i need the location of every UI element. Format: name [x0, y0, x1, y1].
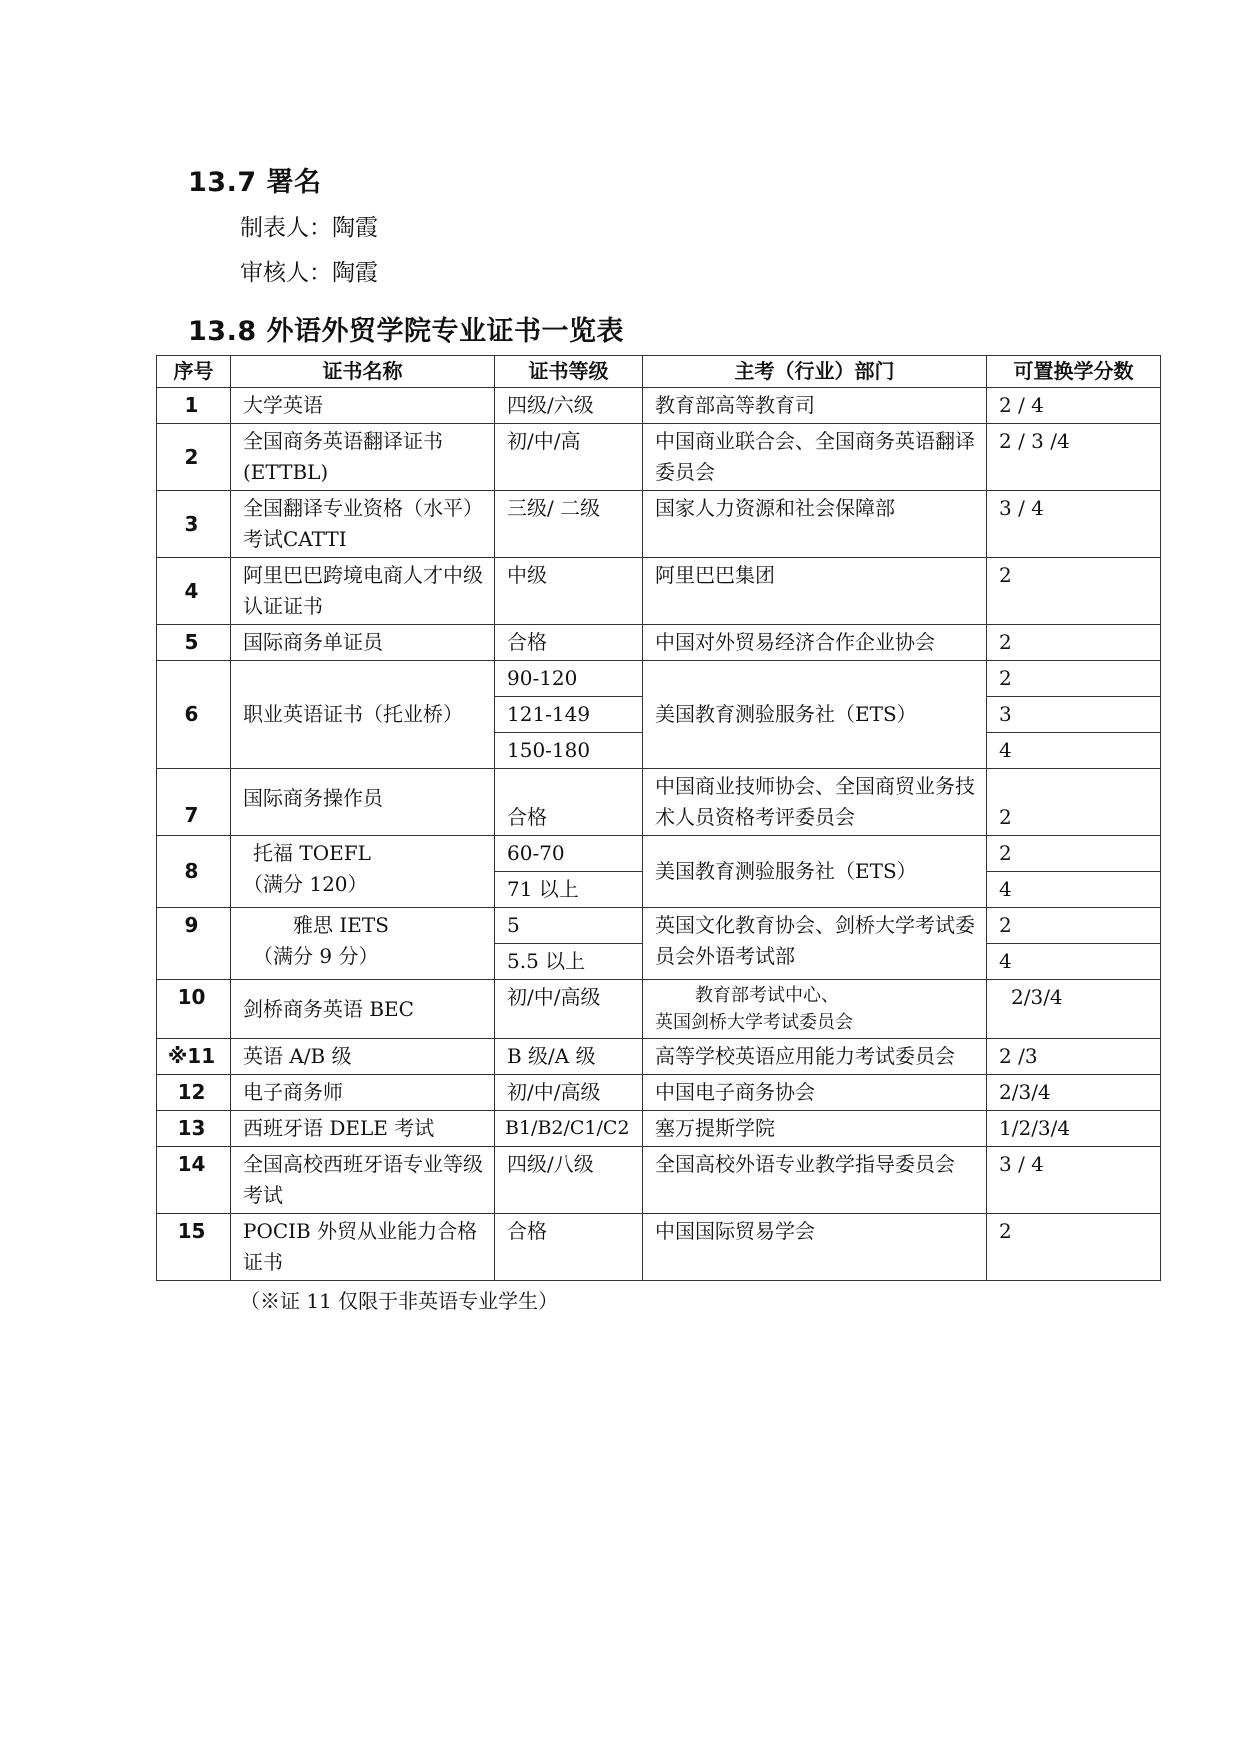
cert-credits: 2/3/4: [987, 980, 1161, 1039]
cert-credits: 4: [987, 872, 1161, 908]
row-no: 5: [157, 625, 231, 661]
cert-name: 电子商务师: [231, 1075, 495, 1111]
table-row: [157, 908, 1161, 944]
row-no: 9: [157, 908, 231, 980]
cert-level: 中级: [495, 558, 643, 625]
table-row: [157, 388, 1161, 424]
cert-name: 全国高校西班牙语专业等级考试: [231, 1147, 495, 1214]
cert-name: 英语 A/B 级: [231, 1039, 495, 1075]
cert-dept: 国家人力资源和社会保障部: [643, 491, 987, 558]
cert-level: B 级/A 级: [495, 1039, 643, 1075]
cert-credits: 3 / 4: [987, 491, 1161, 558]
cert-level: 90-120: [495, 661, 643, 697]
cert-level: 合格: [495, 769, 643, 836]
section-heading-signature: 13.7 署名: [188, 167, 322, 198]
cert-level: 121-149: [495, 697, 643, 733]
cert-name: 阿里巴巴跨境电商人才中级认证证书: [231, 558, 495, 625]
cert-dept: 中国国际贸易学会: [643, 1214, 987, 1281]
table-row: [157, 661, 1161, 697]
cert-level: 四级/六级: [495, 388, 643, 424]
cert-level: 5: [495, 908, 643, 944]
header-name: 证书名称: [231, 356, 495, 388]
cert-level: 5.5 以上: [495, 944, 643, 980]
cert-dept-line1: 教育部考试中心、: [695, 985, 839, 1006]
cert-credits: 2: [987, 661, 1161, 697]
table-header-row: [157, 356, 1161, 388]
cert-level: 合格: [495, 1214, 643, 1281]
cert-credits: 2: [987, 836, 1161, 872]
cert-name: 国际商务操作员: [231, 769, 495, 836]
table-row: [157, 1147, 1161, 1214]
cert-name: POCIB 外贸从业能力合格证书: [231, 1214, 495, 1281]
cert-dept: 英国文化教育协会、剑桥大学考试委员会外语考试部: [643, 908, 987, 980]
cert-credits: 3 / 4: [987, 1147, 1161, 1214]
cert-credits: 2: [987, 769, 1161, 836]
table-row: [157, 980, 1161, 1039]
table-row: [157, 424, 1161, 491]
cert-level: 150-180: [495, 733, 643, 769]
header-dept: 主考（行业）部门: [643, 356, 987, 388]
header-no: 序号: [157, 356, 231, 388]
cert-level: 四级/八级: [495, 1147, 643, 1214]
row-no: 2: [157, 424, 231, 491]
reviewed-by-line: 审核人：陶霞: [240, 260, 378, 286]
cert-level: 三级/ 二级: [495, 491, 643, 558]
cert-credits: 4: [987, 733, 1161, 769]
cert-dept: 中国商业联合会、全国商务英语翻译委员会: [643, 424, 987, 491]
cert-credits: 2: [987, 1214, 1161, 1281]
cert-name-sub: （满分 120）: [243, 872, 368, 896]
row-no: 6: [157, 661, 231, 769]
cert-name: 国际商务单证员: [231, 625, 495, 661]
cert-name: [231, 836, 495, 908]
cert-credits: 2: [987, 625, 1161, 661]
cert-level: 合格: [495, 625, 643, 661]
cert-level: 初/中/高: [495, 424, 643, 491]
table-row: [157, 769, 1161, 836]
cert-dept: 美国教育测验服务社（ETS）: [643, 836, 987, 908]
cert-dept: 中国商业技师协会、全国商贸业务技术人员资格考评委员会: [643, 769, 987, 836]
row-no: 15: [157, 1214, 231, 1281]
cert-dept: 美国教育测验服务社（ETS）: [643, 661, 987, 769]
row-no: 10: [157, 980, 231, 1039]
row-no: 13: [157, 1111, 231, 1147]
cert-level: 71 以上: [495, 872, 643, 908]
cert-credits: 2 /3: [987, 1039, 1161, 1075]
table-footnote: （※证 11 仅限于非英语专业学生）: [240, 1289, 559, 1313]
cert-name-main: 雅思 IETS: [293, 913, 389, 937]
table-row: [157, 1214, 1161, 1281]
certificate-table: [156, 355, 1161, 1281]
cert-dept: [643, 980, 987, 1039]
row-no: 8: [157, 836, 231, 908]
table-row: [157, 1111, 1161, 1147]
row-no: 14: [157, 1147, 231, 1214]
header-level: 证书等级: [495, 356, 643, 388]
made-by-line: 制表人：陶霞: [240, 215, 378, 241]
cert-dept-line2: 英国剑桥大学考试委员会: [655, 1012, 853, 1033]
cert-level: 初/中/高级: [495, 1075, 643, 1111]
cert-dept: 教育部高等教育司: [643, 388, 987, 424]
cert-level: B1/B2/C1/C2: [495, 1111, 643, 1147]
table-row: [157, 1075, 1161, 1111]
cert-name: [231, 908, 495, 980]
cert-credits: 2 / 4: [987, 388, 1161, 424]
row-no: 1: [157, 388, 231, 424]
table-row: [157, 836, 1161, 872]
table-row: [157, 625, 1161, 661]
cert-credits: 1/2/3/4: [987, 1111, 1161, 1147]
cert-dept: 全国高校外语专业教学指导委员会: [643, 1147, 987, 1214]
row-no: 4: [157, 558, 231, 625]
cert-credits: 2: [987, 908, 1161, 944]
table-row: [157, 1039, 1161, 1075]
row-no: 3: [157, 491, 231, 558]
cert-name: 西班牙语 DELE 考试: [231, 1111, 495, 1147]
row-no: ※11: [157, 1039, 231, 1075]
cert-credits: 4: [987, 944, 1161, 980]
cert-dept: 塞万提斯学院: [643, 1111, 987, 1147]
cert-name: 大学英语: [231, 388, 495, 424]
table-row: [157, 558, 1161, 625]
cert-name: 职业英语证书（托业桥）: [231, 661, 495, 769]
cert-level: 初/中/高级: [495, 980, 643, 1039]
cert-level: 60-70: [495, 836, 643, 872]
cert-dept: 中国对外贸易经济合作企业协会: [643, 625, 987, 661]
section-heading-certificates: 13.8 外语外贸学院专业证书一览表: [188, 316, 625, 347]
cert-dept: 阿里巴巴集团: [643, 558, 987, 625]
cert-credits: 3: [987, 697, 1161, 733]
row-no: 12: [157, 1075, 231, 1111]
cert-name: 全国翻译专业资格（水平）考试CATTI: [231, 491, 495, 558]
cert-name: 剑桥商务英语 BEC: [231, 980, 495, 1039]
cert-name: 全国商务英语翻译证书(ETTBL): [231, 424, 495, 491]
header-credits: 可置换学分数: [987, 356, 1161, 388]
cert-credits: 2: [987, 558, 1161, 625]
table-row: [157, 491, 1161, 558]
cert-credits: 2 / 3 /4: [987, 424, 1161, 491]
cert-dept: 高等学校英语应用能力考试委员会: [643, 1039, 987, 1075]
row-no: 7: [157, 769, 231, 836]
cert-dept: 中国电子商务协会: [643, 1075, 987, 1111]
cert-name-sub: （满分 9 分）: [253, 944, 379, 968]
cert-name-main: 托福 TOEFL: [253, 841, 371, 865]
cert-credits: 2/3/4: [987, 1075, 1161, 1111]
